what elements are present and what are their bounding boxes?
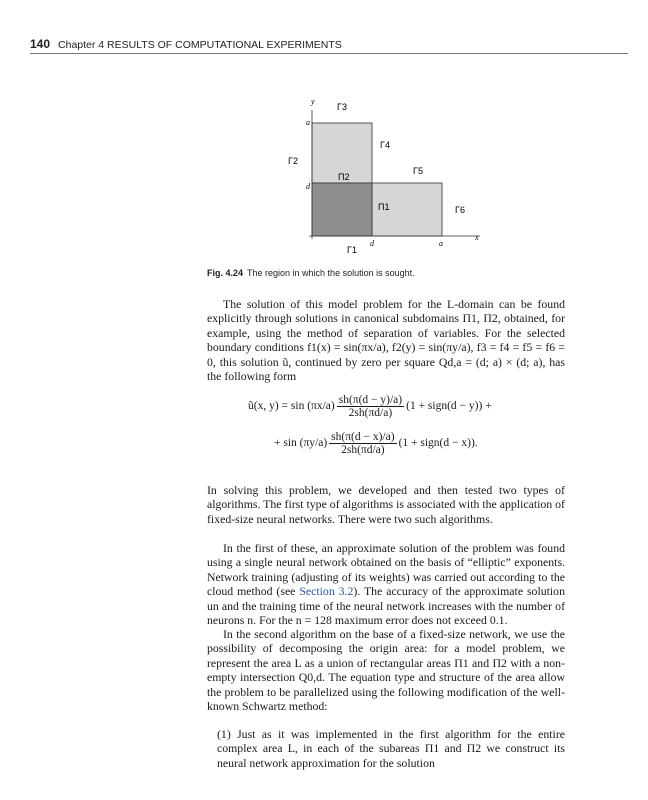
paragraph-1: The solution of this model problem for the L-domain can be found explicitly through solutions in canonical subdomains Π1, Π2, obtained, for example, using the method of separation of variables. For the selected boundary conditions f1(x) = sin(πx/a), f2(y) = sin(πy/a), f3 = f4 = f5 = f6 = 0, this solution ũ, continued by zero per square Qd,a = (d; a) × (d; a), has the following form xyxy=(207,297,565,384)
eq1-lhs: ũ(x, y) = sin (πx/a) xyxy=(248,400,335,413)
page-number: 140 xyxy=(30,37,51,51)
pi1-label: Π1 xyxy=(378,202,390,212)
list-item-1: (1) Just as it was implemented in the first algorithm for the entire complex area L, in each of the subareas Π1 and Π2 we construct its neural network approximation for the solution xyxy=(217,727,565,770)
paragraph-4: In the second algorithm on the base of a fixed-size network, we use the possibility of decomposing the origin area: for a model problem, we represent the area L as a union of rectangular areas Π1 and Π2 with a non-empty intersection Q0,d. The equation type and structure of the area allow the problem to be parallelized using the following modification of the well-known Schwartz method: xyxy=(207,627,565,714)
gamma6-label: Γ6 xyxy=(455,205,465,215)
paragraph-2: In solving this problem, we developed and then tested two types of algorithms. The first type of algorithms is associated with the application of fixed-size neural networks. There were two such algorithms. xyxy=(207,483,565,526)
d-bottom-label: d xyxy=(370,239,374,248)
eq2-lhs: + sin (πy/a) xyxy=(274,437,328,450)
paragraph-3-end: ). The accuracy of the approximate solution un and the training time of the neural network increases with the number of neurons n. For the n = 128 maximum error does not exceed 0.1. xyxy=(207,584,565,628)
eq1-fraction xyxy=(337,394,404,419)
eq1-denominator: 2sh(πd/a) xyxy=(348,407,393,419)
gamma3-label: Γ3 xyxy=(337,102,347,112)
gamma2-label: Γ2 xyxy=(288,156,298,166)
pi2-label: Π2 xyxy=(338,172,350,182)
overlap-region xyxy=(312,183,372,236)
running-header xyxy=(30,37,628,53)
running-title: Chapter 4 RESULTS OF COMPUTATIONAL EXPERIMENTS xyxy=(58,39,342,51)
eq2-numerator: sh(π(d − x)/a) xyxy=(331,431,395,443)
equation-1 xyxy=(248,394,492,419)
gamma4-label: Γ4 xyxy=(380,140,390,150)
equation-2 xyxy=(274,431,478,456)
caption-text: The region in which the solution is sought. xyxy=(247,268,415,278)
eq2-rhs: (1 + sign(d − x)). xyxy=(398,437,478,450)
l-domain-figure xyxy=(285,96,495,261)
header-rule xyxy=(30,53,628,54)
gamma1-label: Γ1 xyxy=(347,245,357,255)
figure-caption xyxy=(207,268,587,278)
a-left-label: a xyxy=(306,118,310,127)
caption-label: Fig. 4.24 xyxy=(207,268,244,278)
paragraph-3-start: In the first of these, an approximate solution of the problem was found using a single neural network obtained on the basis of “elliptic” exponents. Network training (adjusting of its weights) was carried out according to the cloud method (see xyxy=(207,541,565,599)
d-left-label: d xyxy=(306,182,310,191)
a-bottom-label: a xyxy=(439,239,443,248)
y-label: y xyxy=(311,97,315,106)
section-link[interactable]: Section 3.2 xyxy=(299,584,354,599)
gamma5-label: Γ5 xyxy=(413,166,423,176)
paragraph-3 xyxy=(207,541,565,627)
eq2-fraction xyxy=(329,431,396,456)
x-label: x xyxy=(475,233,479,242)
eq1-numerator: sh(π(d − y)/a) xyxy=(338,394,403,406)
eq2-denominator: 2sh(πd/a) xyxy=(341,444,385,456)
eq1-rhs: (1 + sign(d − y)) + xyxy=(406,400,492,413)
